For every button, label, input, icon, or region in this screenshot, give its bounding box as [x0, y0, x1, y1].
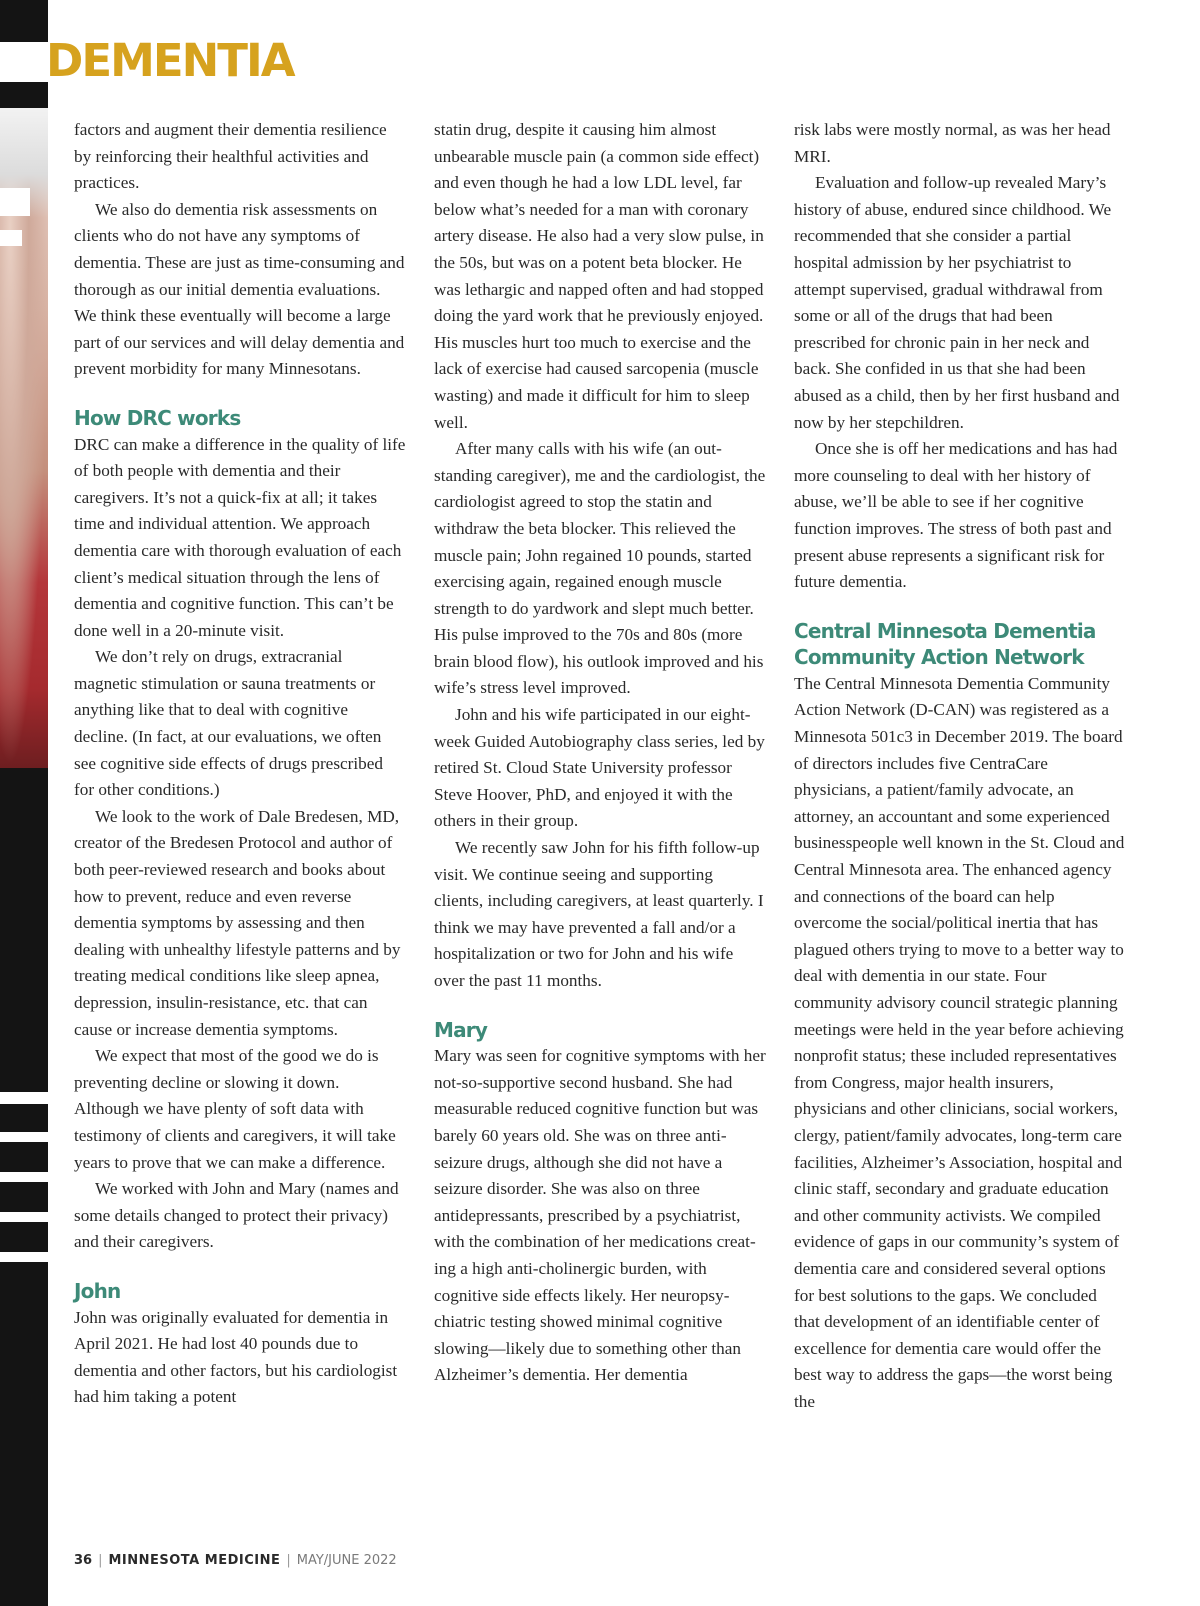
text-column-1 [74, 117, 406, 1411]
subheading-dcan: Central Minnesota Dementia Community Action Network [794, 618, 1096, 670]
text-column-2 [434, 117, 766, 1389]
strip-notch [0, 188, 30, 216]
footer-divider: | [98, 1553, 103, 1568]
paragraph: statin drug, despite it causing him almost unbearable muscle pain (a common side effect) and even though he had a low LDL level, far below what’s needed for a man with coronary artery disease. He also had a very slow pulse, in the 50s, but was on a potent beta blocker. He was lethargic and napped often and had stopped doing the yard work that he previously enjoyed. His muscles hurt too much to exercise and the lack of exercise had caused sarcopenia (muscle wasting) and made it difficult for him to sleep well. [434, 120, 764, 432]
strip-notch [0, 42, 48, 82]
subheading-mary: Mary [434, 1017, 488, 1042]
text-column-3 [794, 117, 1126, 1416]
subheading-how-drc-works: How DRC works [74, 405, 241, 430]
page-number: 36 [74, 1553, 93, 1568]
strip-notch [0, 1252, 48, 1262]
paragraph: After many calls with his wife (an outstanding caregiver), me and the cardiologist, the cardiologist agreed to stop the statin and withdraw the beta blocker. This relieved the muscle pain; John regained 10 pounds, started exercising again, regained enough muscle strength to do yardwork and slept much better. His pulse improved to the 70s and 80s (more brain blood flow), his outlook improved and his wife’s stress level improved. [434, 439, 766, 698]
left-margin-strip [0, 0, 48, 1606]
paragraph: Evaluation and follow-up revealed Mary’s history of abuse, endured since childhood. We recommended that she consider a partial hospital admission by her psychiatrist to attempt supervised, gradual withdrawal from some or all of the drugs that had been prescribed for chronic pain in her neck and back. She confided in us that she had been abused as a child, then by her first husband and now by her stepchildren. [794, 173, 1120, 432]
strip-notch [0, 230, 22, 246]
strip-notch [0, 1132, 48, 1142]
paragraph: John was originally evaluated for dementia in April 2021. He had lost 40 pounds due to dementia and other factors, but his cardiologist had him taking a potent [74, 1307, 398, 1407]
paragraph: Mary was seen for cognitive symptoms with her not-so-supportive second husband. She had measurable reduced cognitive function but was barely 60 years old. She was on three anti-seizure drugs, although she did not have a seizure disorder. She was also on three antidepressants, prescribed by a psychiatrist, with the combination of her medications creating a high anti-cholinergic burden, with cognitive side effects likely. Her neuropsychiatric testing showed minimal cognitive slowing—likely due to something other than Alzheimer’s dementia. Her dementia [434, 1046, 766, 1385]
page-footer [74, 1553, 397, 1568]
strip-notch [0, 1212, 48, 1222]
paragraph: risk labs were mostly normal, as was her head MRI. [794, 120, 1111, 166]
paragraph: We look to the work of Dale Bredesen, MD, creator of the Bredesen Protocol and author of both peer-reviewed research and books about how to prevent, reduce and even reverse dementia symptoms by assessing and then dealing with unhealthy lifestyle patterns and by treating medical conditions like sleep apnea, depression, insulin-resistance, etc. that can cause or increase dementia symptoms. [74, 806, 401, 1039]
paragraph: We expect that most of the good we do is preventing decline or slowing it down. Although we have plenty of soft data with testimony of clients and caregivers, it will take years to prove that we can make a difference. [74, 1046, 396, 1172]
paragraph: factors and augment their dementia resilience by reinforcing their healthful activities and practices. [74, 120, 387, 193]
paragraph: We don’t rely on drugs, extracranial magnetic stimulation or sauna treatments or anything like that to deal with cognitive decline. (In fact, at our evaluations, we often see cognitive side effects of drugs prescribed for other conditions.) [74, 647, 383, 800]
section-title: DEMENTIA [46, 34, 294, 87]
strip-notch [0, 1172, 48, 1182]
paragraph: We recently saw John for his fifth follow-up visit. We continue seeing and supporting clients, including caregivers, at least quarterly. I think we may have prevented a fall and/or a hospitalization or two for John and his wife over the past 11 months. [434, 838, 764, 990]
paragraph: DRC can make a difference in the quality of life of both people with dementia and their caregivers. It’s not a quick-fix at all; it takes time and individual attention. We approach dementia care with thorough evaluation of each client’s medical situation through the lens of dementia and cognitive function. This can’t be done well in a 20-minute visit. [74, 434, 406, 640]
issue-date: MAY/JUNE 2022 [296, 1553, 397, 1568]
footer-divider: | [286, 1553, 291, 1568]
paragraph: We worked with John and Mary (names and some details changed to protect their privacy) and their caregivers. [74, 1179, 399, 1252]
paragraph: The Central Minnesota Dementia Community Action Network (D-CAN) was registered as a Minnesota 501c3 in December 2019. The board of directors includes five CentraCare physicians, a patient/family advocate, an attorney, an accountant and some experienced businesspeople well known in the St. Cloud and Central Minnesota area. The enhanced agency and connections of the board can help overcome the social/political inertia that has plagued others trying to move to a better way to deal with dementia in our state. Four community advisory council strategic planning meetings were held in the year before achieving nonprofit status; these included representatives from Congress, major health insurers, physicians and other clinicians, social workers, clergy, patient/family advocates, long-term care facilities, Alzheimer’s Association, hospital and clinic staff, secondary and graduate education and other community activists. We compiled evidence of gaps in our community’s system of dementia care and considered several options for best solutions to the gaps. We concluded that development of an identifiable center of excellence for dementia care would offer the best way to address the gaps—the worst being the [794, 673, 1125, 1411]
strip-notch [0, 1092, 48, 1104]
paragraph: We also do dementia risk assessments on clients who do not have any symptoms of dementia. These are just as time-consuming and thorough as our initial dementia evaluations. We think these eventually will become a large part of our services and will delay dementia and prevent morbidity for many Minnesotans. [74, 199, 405, 379]
publication-name: MINNESOTA MEDICINE [108, 1553, 281, 1568]
paragraph: John and his wife participated in our eight-week Guided Autobiography class series, led by retired St. Cloud State University professor Steve Hoover, PhD, and enjoyed it with the others in their group. [434, 705, 765, 831]
paragraph: Once she is off her medications and has had more counseling to deal with her history of abuse, we’ll be able to see if her cognitive function improves. The stress of both past and present abuse represents a significant risk for future dementia. [794, 439, 1118, 592]
subheading-john: John [74, 1278, 121, 1303]
